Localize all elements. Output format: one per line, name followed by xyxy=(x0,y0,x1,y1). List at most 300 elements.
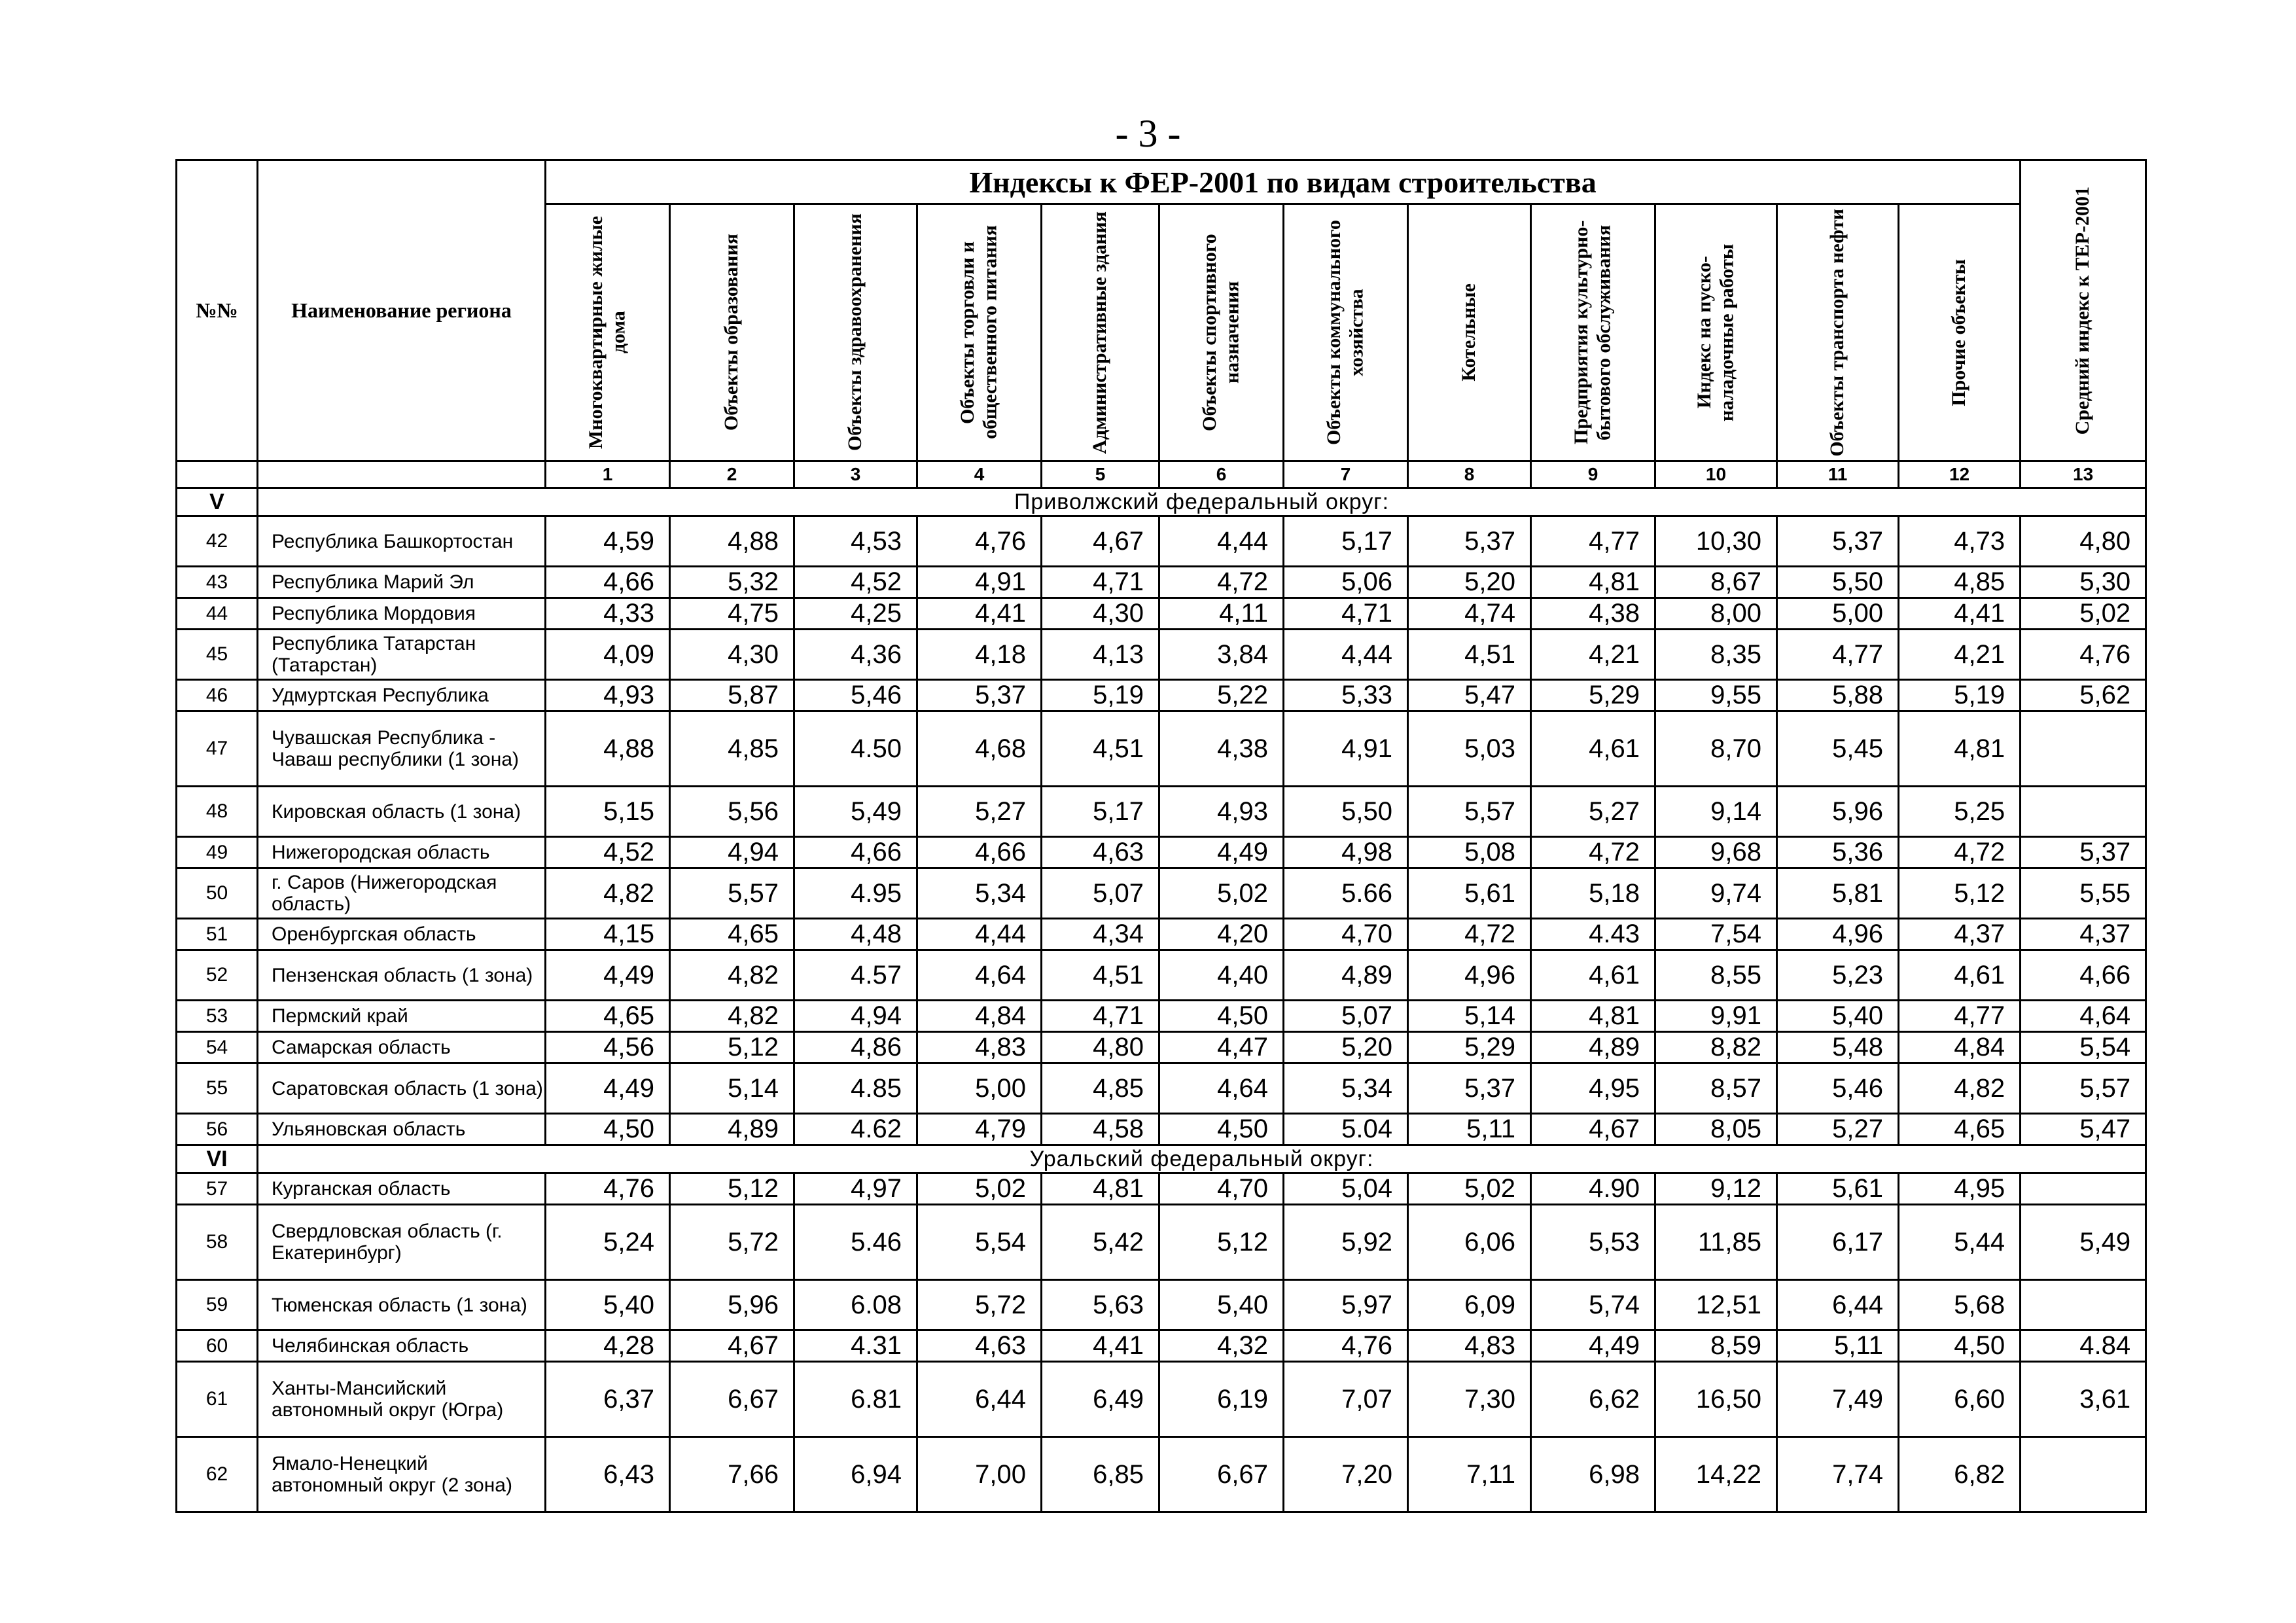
index-value: 5,45 xyxy=(1777,711,1899,787)
index-value: 5.46 xyxy=(794,1205,917,1280)
index-value: 5,97 xyxy=(1284,1280,1408,1330)
index-value: 4,11 xyxy=(1159,598,1284,630)
region-name: Ямало-Ненецкий автономный округ (2 зона) xyxy=(258,1437,546,1512)
index-value: 4,73 xyxy=(1899,516,2021,567)
table-row xyxy=(177,1437,2146,1512)
average-index-value xyxy=(2021,1280,2146,1330)
index-value: 4,98 xyxy=(1284,837,1408,868)
index-value: 5,03 xyxy=(1408,711,1531,787)
region-name: Курганская область xyxy=(258,1173,546,1205)
index-value: 4,63 xyxy=(1042,837,1159,868)
region-name: Челябинская область xyxy=(258,1330,546,1362)
index-value: 5,34 xyxy=(1284,1063,1408,1114)
index-value: 4,95 xyxy=(1531,1063,1655,1114)
region-name: Республика Марий Эл xyxy=(258,567,546,598)
section-title: Приволжский федеральный округ: xyxy=(258,488,2146,516)
index-table xyxy=(175,159,2147,1513)
average-index-value xyxy=(2021,1437,2146,1512)
index-value: 4,50 xyxy=(546,1114,670,1145)
index-value: 4,85 xyxy=(1899,567,2021,598)
index-value: 14,22 xyxy=(1655,1437,1777,1512)
header-column-9 xyxy=(1531,204,1655,461)
header-column-5 xyxy=(1042,204,1159,461)
column-number: 5 xyxy=(1042,461,1159,488)
index-value: 5,61 xyxy=(1777,1173,1899,1205)
table-row xyxy=(177,1063,2146,1114)
section-row xyxy=(177,1145,2146,1173)
index-value: 4,37 xyxy=(1899,919,2021,950)
index-value: 5,96 xyxy=(670,1280,794,1330)
index-value: 5,20 xyxy=(1408,567,1531,598)
row-number: 56 xyxy=(177,1114,258,1145)
index-value: 4,50 xyxy=(1159,1114,1284,1145)
index-value: 4,94 xyxy=(670,837,794,868)
index-value: 8,57 xyxy=(1655,1063,1777,1114)
average-index-value: 5,30 xyxy=(2021,567,2146,598)
index-value: 5,25 xyxy=(1899,787,2021,837)
index-value: 4,75 xyxy=(670,598,794,630)
index-value: 6.81 xyxy=(794,1362,917,1437)
index-value: 7,30 xyxy=(1408,1362,1531,1437)
index-value: 5,56 xyxy=(670,787,794,837)
index-value: 4,76 xyxy=(917,516,1042,567)
index-value: 4,09 xyxy=(546,630,670,680)
average-index-value: 5,55 xyxy=(2021,868,2146,919)
index-value: 5,40 xyxy=(1777,1001,1899,1032)
header-column-label: Котельные xyxy=(1458,283,1480,382)
index-value: 4,28 xyxy=(546,1330,670,1362)
column-number: 7 xyxy=(1284,461,1408,488)
index-value: 4,70 xyxy=(1159,1173,1284,1205)
header-column-label: Объекты здравоохранения xyxy=(844,213,866,452)
index-value: 4,85 xyxy=(670,711,794,787)
average-index-value: 4,80 xyxy=(2021,516,2146,567)
region-name: Пермский край xyxy=(258,1001,546,1032)
index-value: 4,81 xyxy=(1899,711,2021,787)
index-value: 5,17 xyxy=(1284,516,1408,567)
region-name: Саратовская область (1 зона) xyxy=(258,1063,546,1114)
index-value: 4,20 xyxy=(1159,919,1284,950)
index-value: 5,19 xyxy=(1042,680,1159,711)
index-value: 7,54 xyxy=(1655,919,1777,950)
page-number: - 3 - xyxy=(1115,112,1181,155)
index-value: 6,82 xyxy=(1899,1437,2021,1512)
index-value: 4,74 xyxy=(1408,598,1531,630)
header-column-2 xyxy=(670,204,794,461)
index-value: 4,44 xyxy=(917,919,1042,950)
index-value: 4,38 xyxy=(1159,711,1284,787)
index-value: 8,35 xyxy=(1655,630,1777,680)
index-value: 4,77 xyxy=(1899,1001,2021,1032)
row-number: 52 xyxy=(177,950,258,1001)
index-value: 4.90 xyxy=(1531,1173,1655,1205)
index-value: 5,14 xyxy=(1408,1001,1531,1032)
region-name: Республика Татарстан (Татарстан) xyxy=(258,630,546,680)
index-value: 4,61 xyxy=(1531,950,1655,1001)
table-row xyxy=(177,598,2146,630)
column-number: 10 xyxy=(1655,461,1777,488)
index-value: 4,21 xyxy=(1899,630,2021,680)
index-value: 4,47 xyxy=(1159,1032,1284,1063)
index-value: 5,07 xyxy=(1042,868,1159,919)
index-value: 5,47 xyxy=(1408,680,1531,711)
index-value: 4,89 xyxy=(1531,1032,1655,1063)
index-value: 5,61 xyxy=(1408,868,1531,919)
index-value: 4,51 xyxy=(1042,950,1159,1001)
index-value: 6,19 xyxy=(1159,1362,1284,1437)
index-value: 5,57 xyxy=(670,868,794,919)
header-column-label: Предприятия культурно-бытового обслуживания xyxy=(1570,220,1615,445)
index-value: 5,42 xyxy=(1042,1205,1159,1280)
table-row xyxy=(177,787,2146,837)
index-value: 9,91 xyxy=(1655,1001,1777,1032)
table-row xyxy=(177,1205,2146,1280)
index-value: 5,68 xyxy=(1899,1280,2021,1330)
table-row xyxy=(177,837,2146,868)
index-value: 5,17 xyxy=(1042,787,1159,837)
index-value: 10,30 xyxy=(1655,516,1777,567)
index-value: 5,06 xyxy=(1284,567,1408,598)
index-value: 4,72 xyxy=(1408,919,1531,950)
index-value: 4,71 xyxy=(1042,1001,1159,1032)
table-row xyxy=(177,1114,2146,1145)
index-value: 4,82 xyxy=(1899,1063,2021,1114)
index-value: 5,23 xyxy=(1777,950,1899,1001)
index-value: 5,34 xyxy=(917,868,1042,919)
header-column-label: Административные здания xyxy=(1089,211,1111,454)
index-value: 5,22 xyxy=(1159,680,1284,711)
index-value: 4,49 xyxy=(546,950,670,1001)
index-value: 5,87 xyxy=(670,680,794,711)
index-value: 6,44 xyxy=(917,1362,1042,1437)
header-group-title: Индексы к ФЕР-2001 по видам строительства xyxy=(546,160,2021,204)
index-value: 5,27 xyxy=(917,787,1042,837)
index-value: 4,65 xyxy=(670,919,794,950)
table-row xyxy=(177,711,2146,787)
index-value: 4,84 xyxy=(1899,1032,2021,1063)
index-value: 4.85 xyxy=(794,1063,917,1114)
header-column-label: Многоквартирные жилые дома xyxy=(585,215,629,450)
index-value: 11,85 xyxy=(1655,1205,1777,1280)
index-value: 6,06 xyxy=(1408,1205,1531,1280)
index-value: 4,81 xyxy=(1531,1001,1655,1032)
index-value: 4,30 xyxy=(1042,598,1159,630)
index-value: 5,02 xyxy=(1408,1173,1531,1205)
average-index-value: 5,54 xyxy=(2021,1032,2146,1063)
index-value: 4,64 xyxy=(917,950,1042,1001)
index-value: 7,11 xyxy=(1408,1437,1531,1512)
table-row xyxy=(177,1280,2146,1330)
index-value: 4,67 xyxy=(670,1330,794,1362)
index-value: 5,49 xyxy=(794,787,917,837)
index-value: 4,91 xyxy=(1284,711,1408,787)
index-value: 4,91 xyxy=(917,567,1042,598)
average-index-value: 5,47 xyxy=(2021,1114,2146,1145)
row-number: 44 xyxy=(177,598,258,630)
average-index-value: 5,62 xyxy=(2021,680,2146,711)
column-number-blank xyxy=(177,461,258,488)
index-value: 4,44 xyxy=(1284,630,1408,680)
region-name: Республика Башкортостан xyxy=(258,516,546,567)
header-column-label: Объекты образования xyxy=(720,234,743,431)
header-num: №№ xyxy=(177,160,258,461)
index-value: 9,68 xyxy=(1655,837,1777,868)
section-number: V xyxy=(177,488,258,516)
index-value: 5,72 xyxy=(670,1205,794,1280)
table-row xyxy=(177,516,2146,567)
index-value: 5,37 xyxy=(917,680,1042,711)
index-value: 5,11 xyxy=(1777,1330,1899,1362)
index-value: 5,74 xyxy=(1531,1280,1655,1330)
index-value: 3,84 xyxy=(1159,630,1284,680)
index-value: 8,59 xyxy=(1655,1330,1777,1362)
column-number: 13 xyxy=(2021,461,2146,488)
index-value: 4,52 xyxy=(546,837,670,868)
header-region-name: Наименование региона xyxy=(258,160,546,461)
header-column-label: Прочие объекты xyxy=(1948,259,1970,406)
header-average-index-label: Средний индекс к ТЕР-2001 xyxy=(2072,186,2094,435)
average-index-value: 4.84 xyxy=(2021,1330,2146,1362)
index-value: 7,66 xyxy=(670,1437,794,1512)
index-value: 4.50 xyxy=(794,711,917,787)
index-value: 6,49 xyxy=(1042,1362,1159,1437)
index-value: 4,86 xyxy=(794,1032,917,1063)
region-name: Удмуртская Республика xyxy=(258,680,546,711)
index-value: 4,63 xyxy=(917,1330,1042,1362)
index-value: 4,50 xyxy=(1159,1001,1284,1032)
table-row xyxy=(177,680,2146,711)
index-value: 4,89 xyxy=(1284,950,1408,1001)
row-number: 61 xyxy=(177,1362,258,1437)
table-row xyxy=(177,1173,2146,1205)
index-value: 6,85 xyxy=(1042,1437,1159,1512)
average-index-value: 4,37 xyxy=(2021,919,2146,950)
header-column-label: Объекты коммунального хозяйства xyxy=(1323,220,1368,445)
section-number: VI xyxy=(177,1145,258,1173)
index-value: 5,12 xyxy=(1159,1205,1284,1280)
index-value: 5,07 xyxy=(1284,1001,1408,1032)
region-name: Самарская область xyxy=(258,1032,546,1063)
index-value: 6,44 xyxy=(1777,1280,1899,1330)
column-number: 6 xyxy=(1159,461,1284,488)
header-column-12 xyxy=(1899,204,2021,461)
index-value: 4,53 xyxy=(794,516,917,567)
index-value: 5,19 xyxy=(1899,680,2021,711)
index-value: 4,83 xyxy=(1408,1330,1531,1362)
column-number: 4 xyxy=(917,461,1042,488)
index-value: 4,64 xyxy=(1159,1063,1284,1114)
index-value: 4,89 xyxy=(670,1114,794,1145)
index-value: 4,72 xyxy=(1531,837,1655,868)
index-value: 5.04 xyxy=(1284,1114,1408,1145)
header-column-10 xyxy=(1655,204,1777,461)
average-index-value xyxy=(2021,787,2146,837)
average-index-value: 5,57 xyxy=(2021,1063,2146,1114)
index-value: 5,24 xyxy=(546,1205,670,1280)
index-value: 4,61 xyxy=(1899,950,2021,1001)
index-value: 5,46 xyxy=(794,680,917,711)
table-row xyxy=(177,1032,2146,1063)
index-value: 12,51 xyxy=(1655,1280,1777,1330)
index-value: 7,49 xyxy=(1777,1362,1899,1437)
region-name: Оренбургская область xyxy=(258,919,546,950)
row-number: 45 xyxy=(177,630,258,680)
header-column-label: Объекты спортивного назначения xyxy=(1199,234,1243,431)
index-value: 5,63 xyxy=(1042,1280,1159,1330)
index-value: 4,49 xyxy=(1531,1330,1655,1362)
index-value: 7,00 xyxy=(917,1437,1042,1512)
index-value: 4,33 xyxy=(546,598,670,630)
table-row xyxy=(177,567,2146,598)
index-value: 4,32 xyxy=(1159,1330,1284,1362)
index-value: 4,77 xyxy=(1777,630,1899,680)
index-value: 4,65 xyxy=(546,1001,670,1032)
index-value: 4,18 xyxy=(917,630,1042,680)
index-value: 6,60 xyxy=(1899,1362,2021,1437)
index-value: 6,17 xyxy=(1777,1205,1899,1280)
index-value: 5,00 xyxy=(1777,598,1899,630)
index-value: 4,82 xyxy=(670,1001,794,1032)
index-value: 4,66 xyxy=(546,567,670,598)
column-number-row xyxy=(177,461,2146,488)
row-number: 49 xyxy=(177,837,258,868)
index-value: 4,65 xyxy=(1899,1114,2021,1145)
index-value: 4,85 xyxy=(1042,1063,1159,1114)
index-value: 4,38 xyxy=(1531,598,1655,630)
index-value: 4.57 xyxy=(794,950,917,1001)
column-number: 3 xyxy=(794,461,917,488)
header-column-label: Индекс на пуско-наладочные работы xyxy=(1693,243,1738,421)
index-value: 7,74 xyxy=(1777,1437,1899,1512)
index-value: 8,82 xyxy=(1655,1032,1777,1063)
index-value: 4,83 xyxy=(917,1032,1042,1063)
index-value: 6,67 xyxy=(1159,1437,1284,1512)
index-value: 5,57 xyxy=(1408,787,1531,837)
index-value: 4,67 xyxy=(1531,1114,1655,1145)
index-value: 4,56 xyxy=(546,1032,670,1063)
index-value: 4,81 xyxy=(1531,567,1655,598)
region-name: Свердловская область (г. Екатеринбург) xyxy=(258,1205,546,1280)
index-value: 9,12 xyxy=(1655,1173,1777,1205)
index-value: 6,37 xyxy=(546,1362,670,1437)
region-name: Нижегородская область xyxy=(258,837,546,868)
column-number: 9 xyxy=(1531,461,1655,488)
index-value: 5,02 xyxy=(1159,868,1284,919)
index-value: 4,13 xyxy=(1042,630,1159,680)
index-value: 4,68 xyxy=(917,711,1042,787)
index-value: 5,88 xyxy=(1777,680,1899,711)
header-column-label: Объекты транспорта нефти xyxy=(1826,208,1848,457)
index-value: 4,95 xyxy=(1899,1173,2021,1205)
row-number: 58 xyxy=(177,1205,258,1280)
index-value: 4,41 xyxy=(1899,598,2021,630)
index-value: 5,18 xyxy=(1531,868,1655,919)
header-column-8 xyxy=(1408,204,1531,461)
column-number: 2 xyxy=(670,461,794,488)
index-value: 8,05 xyxy=(1655,1114,1777,1145)
index-value: 4,15 xyxy=(546,919,670,950)
index-value: 5,48 xyxy=(1777,1032,1899,1063)
index-value: 4,79 xyxy=(917,1114,1042,1145)
index-value: 5,37 xyxy=(1408,516,1531,567)
table-row xyxy=(177,630,2146,680)
index-value: 4,70 xyxy=(1284,919,1408,950)
header-column-4 xyxy=(917,204,1042,461)
average-index-value: 3,61 xyxy=(2021,1362,2146,1437)
index-value: 4,71 xyxy=(1284,598,1408,630)
index-value: 4,96 xyxy=(1408,950,1531,1001)
index-value: 4,72 xyxy=(1159,567,1284,598)
row-number: 48 xyxy=(177,787,258,837)
header-column-1 xyxy=(546,204,670,461)
index-value: 4.62 xyxy=(794,1114,917,1145)
index-value: 4,30 xyxy=(670,630,794,680)
region-name: Чувашская Республика - Чаваш республики (1 зона) xyxy=(258,711,546,787)
index-value: 5,12 xyxy=(1899,868,2021,919)
index-value: 8,00 xyxy=(1655,598,1777,630)
index-value: 4,49 xyxy=(546,1063,670,1114)
row-number: 62 xyxy=(177,1437,258,1512)
index-value: 4,82 xyxy=(670,950,794,1001)
column-number-blank xyxy=(258,461,546,488)
index-value: 4,41 xyxy=(1042,1330,1159,1362)
index-value: 5,32 xyxy=(670,567,794,598)
index-value: 4,76 xyxy=(1284,1330,1408,1362)
index-value: 5,15 xyxy=(546,787,670,837)
header-column-6 xyxy=(1159,204,1284,461)
index-value: 4,40 xyxy=(1159,950,1284,1001)
index-value: 5,08 xyxy=(1408,837,1531,868)
table-body xyxy=(177,461,2146,1512)
index-value: 7,20 xyxy=(1284,1437,1408,1512)
index-value: 5,27 xyxy=(1777,1114,1899,1145)
index-value: 6,98 xyxy=(1531,1437,1655,1512)
index-value: 5,12 xyxy=(670,1032,794,1063)
index-value: 4,36 xyxy=(794,630,917,680)
index-value: 6.08 xyxy=(794,1280,917,1330)
column-number: 11 xyxy=(1777,461,1899,488)
index-value: 5,50 xyxy=(1777,567,1899,598)
index-value: 6,43 xyxy=(546,1437,670,1512)
region-name: Ульяновская область xyxy=(258,1114,546,1145)
index-value: 4,84 xyxy=(917,1001,1042,1032)
index-value: 5,02 xyxy=(917,1173,1042,1205)
index-value: 4,94 xyxy=(794,1001,917,1032)
index-value: 5,81 xyxy=(1777,868,1899,919)
index-value: 5,37 xyxy=(1777,516,1899,567)
table-row xyxy=(177,1001,2146,1032)
index-value: 5,53 xyxy=(1531,1205,1655,1280)
index-value: 4,25 xyxy=(794,598,917,630)
index-value: 5,04 xyxy=(1284,1173,1408,1205)
index-value: 9,55 xyxy=(1655,680,1777,711)
index-value: 16,50 xyxy=(1655,1362,1777,1437)
average-index-value: 5,37 xyxy=(2021,837,2146,868)
index-value: 5,72 xyxy=(917,1280,1042,1330)
index-value: 8,55 xyxy=(1655,950,1777,1001)
index-value: 7,07 xyxy=(1284,1362,1408,1437)
index-value: 9,14 xyxy=(1655,787,1777,837)
region-name: Ханты-Мансийский автономный округ (Югра) xyxy=(258,1362,546,1437)
column-number: 8 xyxy=(1408,461,1531,488)
header-column-label: Объекты торговли и общественного питания xyxy=(957,225,1001,440)
index-value: 5,11 xyxy=(1408,1114,1531,1145)
index-value: 4,82 xyxy=(546,868,670,919)
index-value: 6,09 xyxy=(1408,1280,1531,1330)
index-value: 5.66 xyxy=(1284,868,1408,919)
index-value: 5,54 xyxy=(917,1205,1042,1280)
column-number: 12 xyxy=(1899,461,2021,488)
